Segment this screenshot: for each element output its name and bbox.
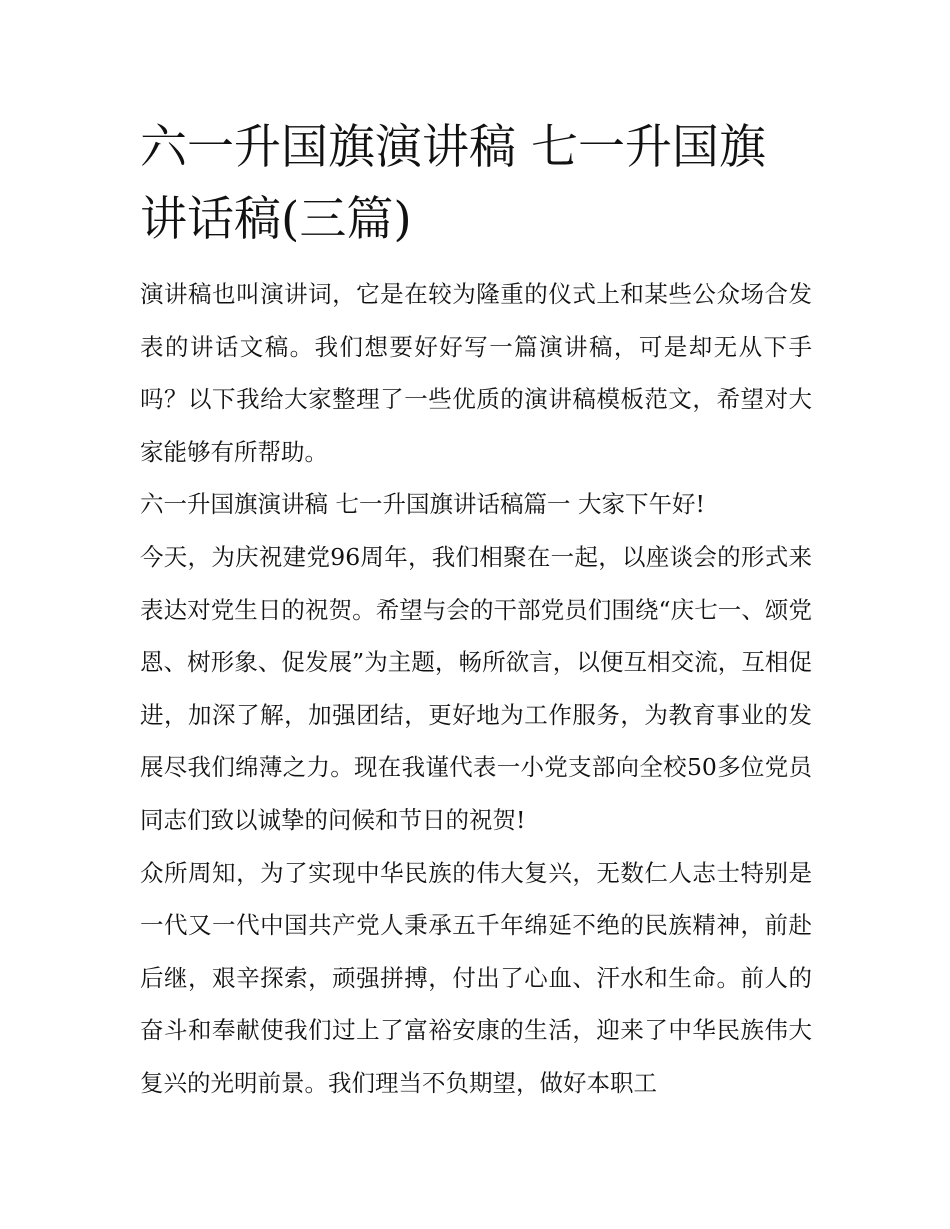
section-heading-paragraph: 六一升国旗演讲稿 七一升国旗讲话稿篇一 大家下午好! — [140, 490, 705, 519]
body-paragraph: 今天，为庆祝建党96周年，我们相聚在一起，以座谈会的形式来表达对党生日的祝贺。希望与会的干部党员们围绕“庆七一、颂党恩、树形象、促发展”为主题，畅所欲言，以便互相交流，互相促进，加深了解，加强团结，更好地为工作服务，为教育事业的发展尽我们绵薄之力。现在我谨代表一小党支部向全校50多位党员同志们致以诚挚的问候和节日的祝贺! — [140, 542, 812, 834]
document-title: 六一升国旗演讲稿 七一升国旗讲话稿(三篇) — [140, 120, 766, 247]
intro-paragraph: 演讲稿也叫演讲词，它是在较为隆重的仪式上和某些公众场合发表的讲话文稿。我们想要好好写一篇演讲稿，可是却无从下手吗？以下我给大家整理了一些优质的演讲稿模板范文，希望对大家能够有所帮助。 — [140, 280, 812, 466]
document-page — [140, 112, 812, 1110]
body-paragraph: 众所周知，为了实现中华民族的伟大复兴，无数仁人志士特别是一代又一代中国共产党人秉承五千年绵延不绝的民族精神，前赴后继，艰辛探索，顽强拼搏，付出了心血、汗水和生命。前人的奋斗和奉献使我们过上了富裕安康的生活，迎来了中华民族伟大复兴的光明前景。我们理当不负期望，做好本职工 — [140, 858, 812, 1097]
